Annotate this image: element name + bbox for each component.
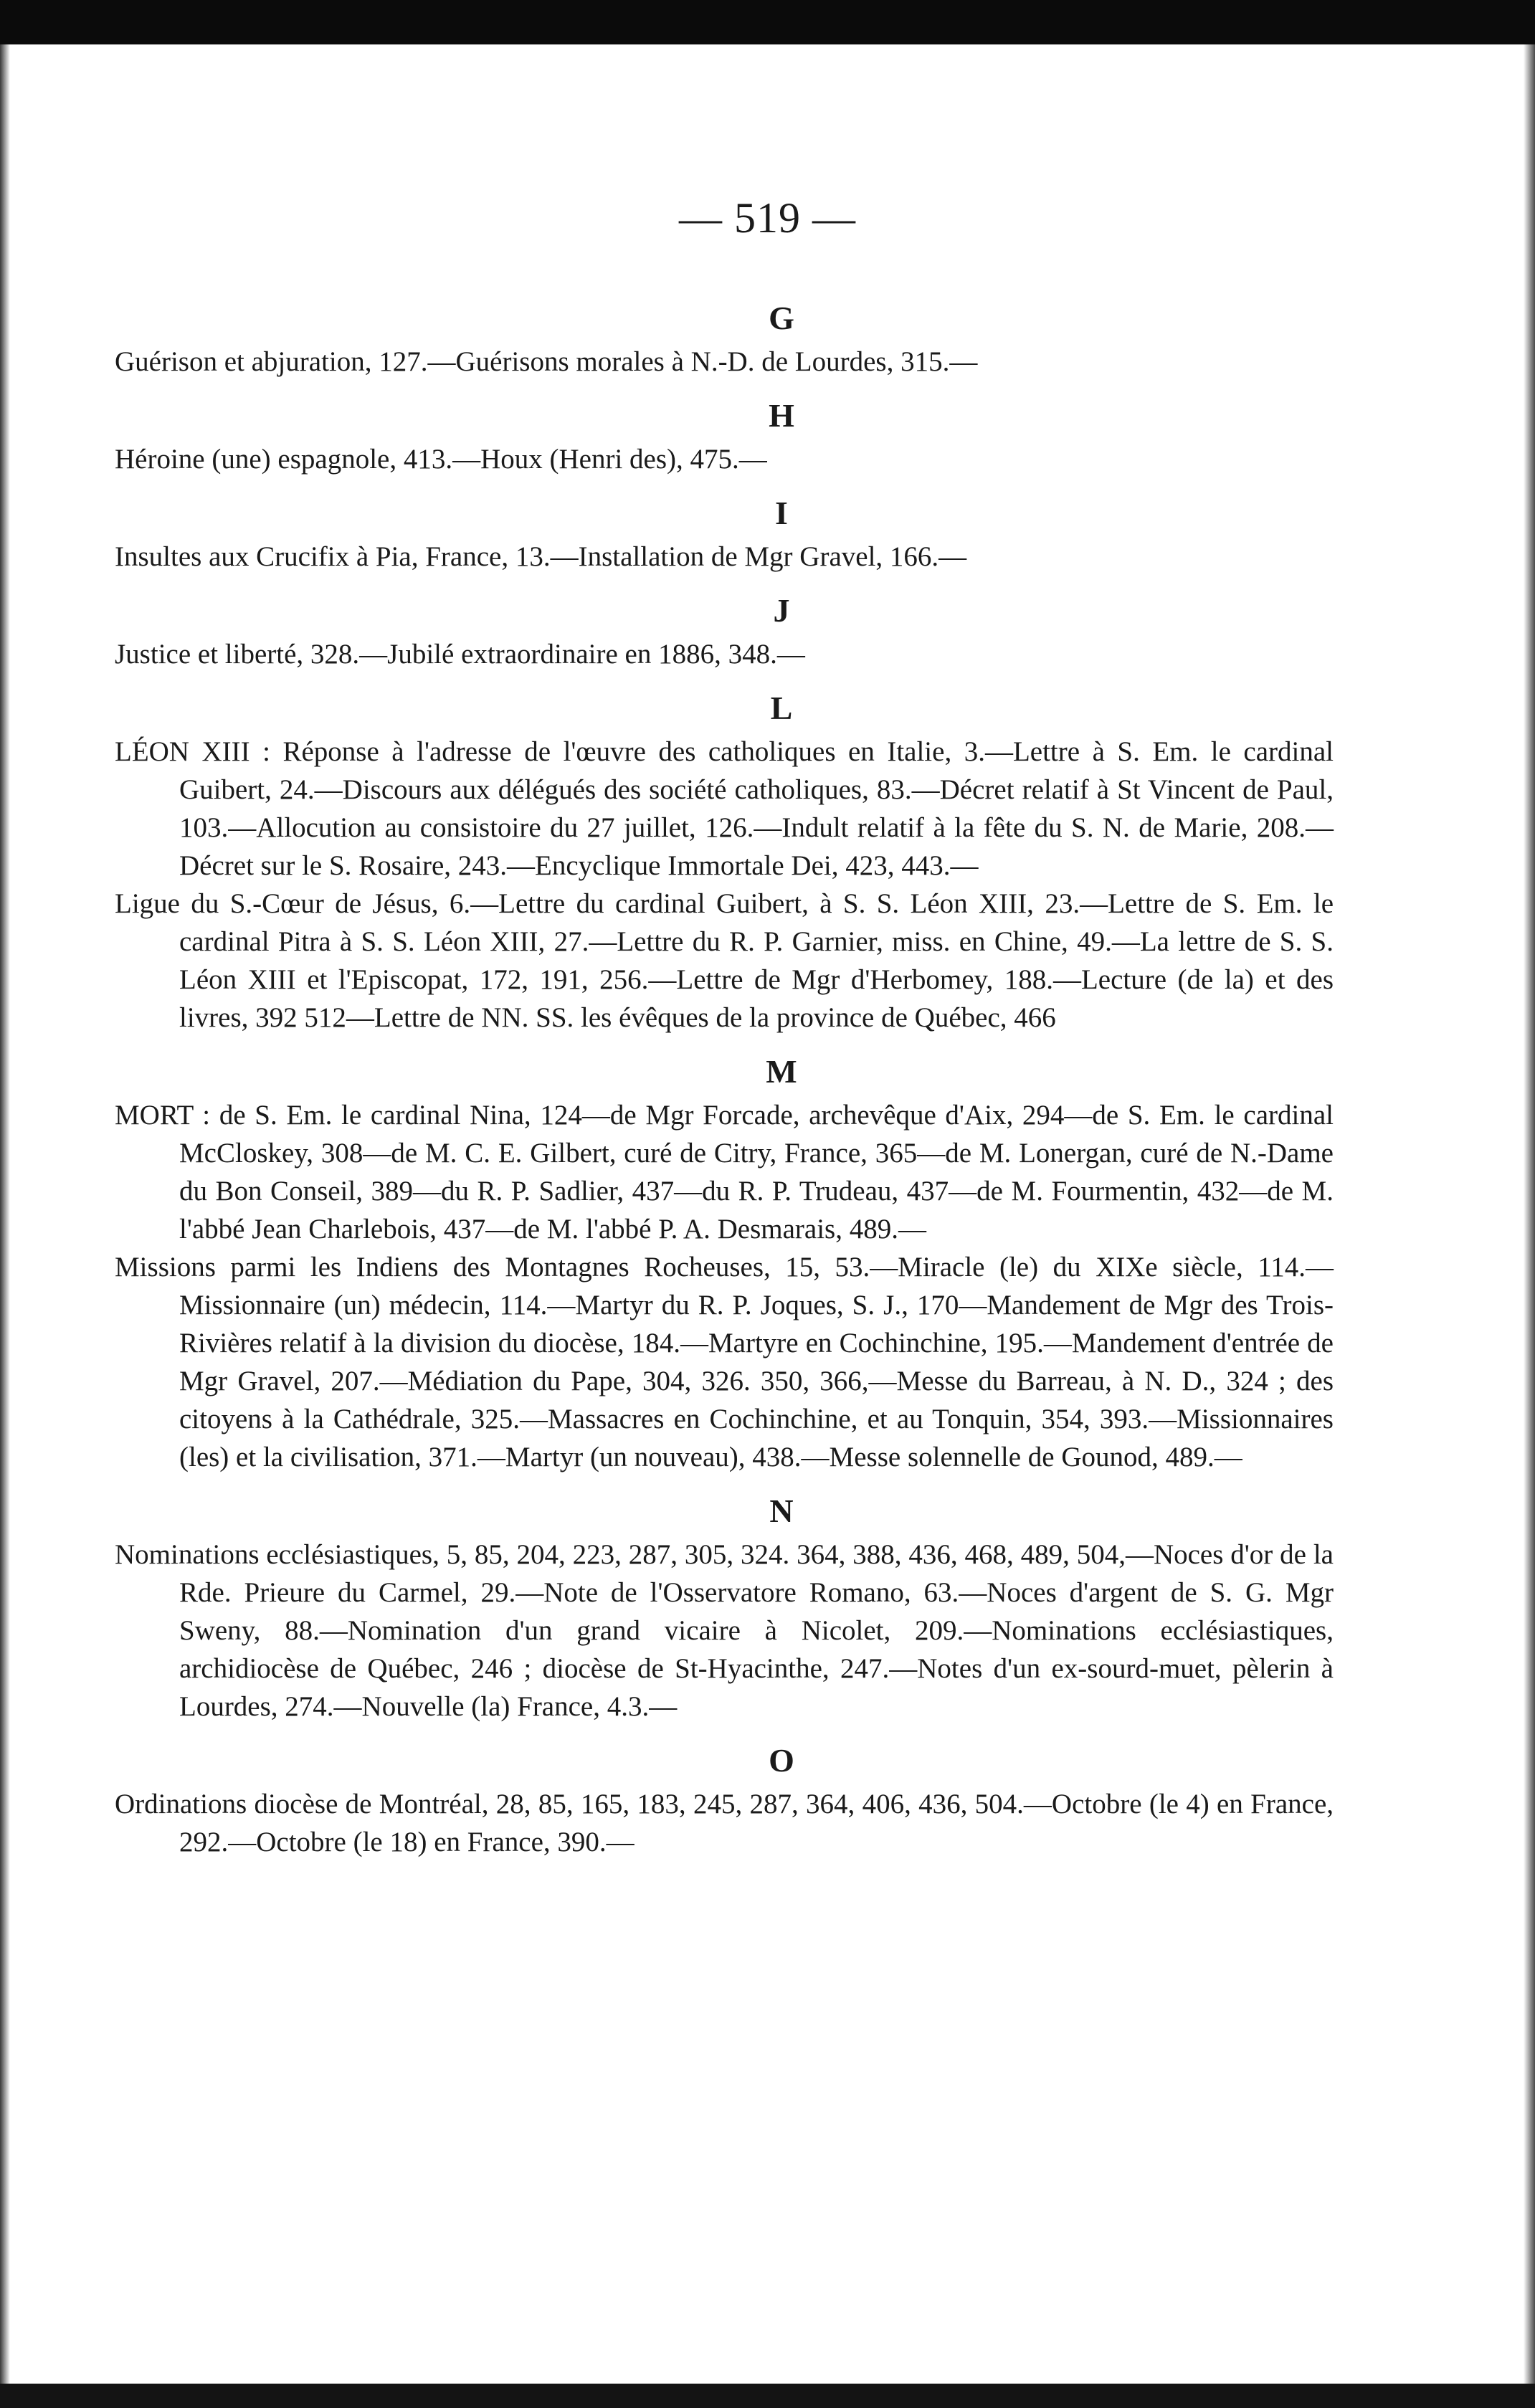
index-entry: Ordinations diocèse de Montréal, 28, 85, 165, 183, 245, 287, 364, 406, 436, 504.—Octobre (le 4) en France, 292.—Octobre (le 18) en France, 390.— [115, 1789, 1334, 1857]
scan-top-border [0, 0, 1535, 44]
section-letter: N [769, 1493, 794, 1529]
index-entry: MORT : de S. Em. le cardinal Nina, 124—de Mgr Forcade, archevêque d'Aix, 294—de S. Em. le cardinal McCloskey, 308—de M. C. E. Gilbert, curé de Citry, France, 365—de M. Lonergan, curé de N.-Dame du Bon Conseil, 389—du R. P. Sadlier, 437—du R. P. Trudeau, 437—de M. Fourmentin, 432—de M. l'abbé Jean Charlebois, 437—de M. l'abbé P. A. Desmarais, 489.— [115, 1100, 1334, 1245]
page-number: — 519 — [679, 194, 856, 242]
section-h [115, 396, 1334, 478]
section-letter: G [769, 300, 794, 336]
section-m [115, 1052, 1334, 1476]
section-letter: J [773, 592, 790, 629]
section-letter: M [766, 1053, 797, 1090]
scan-right-border [1524, 44, 1535, 2408]
index-entry: Nominations ecclésiastiques, 5, 85, 204, 223, 287, 305, 324. 364, 388, 436, 468, 489, 504,—Noces d'or de la Rde. Prieure du Carmel, 29.—Note de l'Osservatore Romano, 63.—Noces d'argent de S. G. Mgr Sweny, 88.—Nomination d'un grand vicaire à Nicolet, 209.—Nominations ecclésiastiques, archidiocèse de Québec, 246 ; diocèse de St-Hyacinthe, 247.—Notes d'un ex-sourd-muet, pèlerin à Lourdes, 274.—Nouvelle (la) France, 4.3.— [115, 1539, 1334, 1722]
section-letter: L [770, 690, 793, 726]
index-entry: Justice et liberté, 328.—Jubilé extraordinaire en 1886, 348.— [115, 639, 805, 670]
section-o [115, 1741, 1334, 1861]
index-entry: Ligue du S.-Cœur de Jésus, 6.—Lettre du cardinal Guibert, à S. S. Léon XIII, 23.—Lettre de S. Em. le cardinal Pitra à S. S. Léon XIII, 27.—Lettre du R. P. Garnier, miss. en Chine, 49.—La lettre de S. S. Léon XIII et l'Episcopat, 172, 191, 256.—Lettre de Mgr d'Herbomey, 188.—Lecture (de la) et des livres, 392 512—Lettre de NN. SS. les évêques de la province de Québec, 466 [115, 888, 1334, 1033]
index-entry: LÉON XIII : Réponse à l'adresse de l'œuvre des catholiques en Italie, 3.—Lettre à S. Em. le cardinal Guibert, 24.—Discours aux délégués des société catholiques, 83.—Décret relatif à St Vincent de Paul, 103.—Allocution au consistoire du 27 juillet, 126.—Indult relatif à la fête du S. N. de Marie, 208.—Décret sur le S. Rosaire, 243.—Encyclique Immortale Dei, 423, 443.— [115, 736, 1334, 881]
index-entry: Guérison et abjuration, 127.—Guérisons morales à N.-D. de Lourdes, 315.— [115, 346, 978, 377]
section-letter: H [769, 397, 794, 434]
section-letter: O [769, 1742, 794, 1779]
index-entry: Insultes aux Crucifix à Pia, France, 13.—Installation de Mgr Gravel, 166.— [115, 541, 967, 572]
index-entry: Missions parmi les Indiens des Montagnes Rocheuses, 15, 53.—Miracle (le) du XIXe siècle, 114.—Missionnaire (un) médecin, 114.—Martyr du R. P. Joques, S. J., 170—Mandement de Mgr des Trois-Rivières relatif à la division du diocèse, 184.—Martyre en Cochinchine, 195.—Mandement d'entrée de Mgr Gravel, 207.—Médiation du Pape, 304, 326. 350, 366,—Messe du Barreau, à N. D., 324 ; des citoyens à la Cathédrale, 325.—Massacres en Cochinchine, et au Tonquin, 354, 393.—Missionnaires (les) et la civilisation, 371.—Martyr (un nouveau), 438.—Messe solennelle de Gounod, 489.— [115, 1252, 1334, 1472]
section-l [115, 689, 1334, 1037]
section-g [115, 299, 1334, 381]
section-i [115, 494, 1334, 576]
section-j [115, 591, 1334, 673]
index-entry: Héroine (une) espagnole, 413.—Houx (Henri des), 475.— [115, 444, 767, 475]
scan-bottom-border [0, 2384, 1535, 2408]
section-letter: I [775, 495, 788, 531]
section-n [115, 1492, 1334, 1726]
index-content [115, 283, 1334, 1861]
scan-left-border [0, 44, 10, 2408]
